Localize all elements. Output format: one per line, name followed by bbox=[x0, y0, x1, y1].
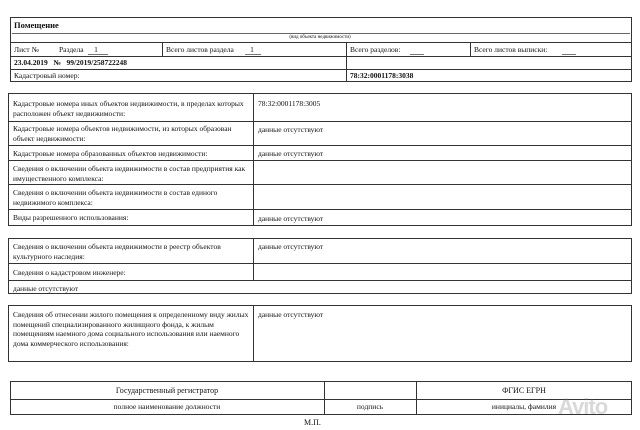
table2-vline bbox=[253, 238, 254, 280]
table1-row-value: данные отсутствуют bbox=[258, 214, 324, 223]
total-sheets-section-label: Всего листов раздела bbox=[166, 45, 234, 54]
table1-row-label: Виды разрешенного использования: bbox=[13, 213, 129, 222]
header-vline bbox=[346, 42, 347, 82]
table1-row-value: 78:32:0001178:3005 bbox=[258, 99, 321, 108]
total-extract-line bbox=[562, 54, 576, 55]
table1-row-label: Кадастровые номера объектов недвижимости, из которых образован объект недвижимости: bbox=[13, 124, 232, 143]
total-sheets-extract-label: Всего листов выписки: bbox=[474, 45, 548, 54]
section-value-line bbox=[88, 54, 108, 55]
heritage-value: данные отсутствуют bbox=[258, 242, 324, 251]
registrar-title: Государственный регистратор bbox=[115, 386, 219, 395]
total-sheets-value-line bbox=[245, 54, 261, 55]
avito-watermark: Avito bbox=[558, 394, 608, 419]
table1-row-divider bbox=[8, 209, 632, 210]
total-sections-line bbox=[410, 54, 424, 55]
table1-row-label: Кадастровые номера иных объектов недвижимости, в пределах которых расположен объект недвижимости: bbox=[13, 99, 244, 118]
housing-category-value: данные отсутствуют bbox=[258, 310, 324, 319]
engineer-label: Сведения о кадастровом инженере: bbox=[13, 268, 126, 277]
signature-divider bbox=[10, 399, 632, 400]
table1-row-value: данные отсутствуют bbox=[258, 149, 324, 158]
header-divider bbox=[10, 56, 632, 57]
total-sections-label: Всего разделов: bbox=[350, 45, 401, 54]
date-number: 23.04.2019 № 99/2019/258722248 bbox=[14, 58, 127, 67]
section-label: Раздела bbox=[59, 45, 84, 54]
section-value: 1 bbox=[94, 45, 98, 54]
table1-row-label: Сведения о включении объекта недвижимости в состав предприятия как имущественного комплекса: bbox=[13, 164, 246, 183]
cadastral-value: 78:32:0001178:3038 bbox=[350, 71, 414, 80]
table1-row-label: Сведения о включении объекта недвижимости в состав единого недвижимого комплекса: bbox=[13, 188, 218, 207]
object-type-caption: (вид объекта недвижимости) bbox=[289, 35, 351, 40]
position-caption: полное наименование должности bbox=[113, 402, 221, 411]
table1-row-divider bbox=[8, 121, 632, 122]
total-sheets-section-value: 1 bbox=[250, 45, 254, 54]
signature-caption: подпись bbox=[356, 402, 384, 411]
page-title: Помещение bbox=[14, 20, 59, 30]
header-vline bbox=[162, 42, 163, 56]
sheet-label: Лист № bbox=[14, 45, 39, 54]
table1-row-value: данные отсутствуют bbox=[258, 125, 324, 134]
system-name: ФГИС ЕГРН bbox=[502, 386, 546, 395]
header-divider bbox=[10, 69, 632, 70]
table2-row-divider bbox=[8, 280, 632, 281]
table1-row-label: Кадастровые номера образованных объектов недвижимости: bbox=[13, 149, 208, 158]
heritage-label: Сведения о включении объекта недвижимости в реестр объектов культурного наследия: bbox=[13, 242, 221, 261]
header-divider bbox=[10, 42, 632, 43]
table3-vline bbox=[253, 305, 254, 362]
housing-category-label: Сведения об отнесении жилого помещения к определенному виду жилых помещений специализированного жилищного фонда, к жилым помещениям наемного дома социального использования или наемного дома коммерческого использования: bbox=[13, 310, 249, 348]
table2-row-divider bbox=[8, 263, 632, 264]
table1-row-divider bbox=[8, 184, 632, 185]
cadastral-label: Кадастровый номер: bbox=[14, 71, 80, 80]
header-vline bbox=[470, 42, 471, 56]
engineer-value: данные отсутствуют bbox=[13, 284, 79, 293]
initials-caption: инициалы, фамилия bbox=[491, 402, 557, 411]
table1-row-divider bbox=[8, 160, 632, 161]
stamp-label: М.П. bbox=[304, 418, 321, 427]
table1-row-divider bbox=[8, 145, 632, 146]
